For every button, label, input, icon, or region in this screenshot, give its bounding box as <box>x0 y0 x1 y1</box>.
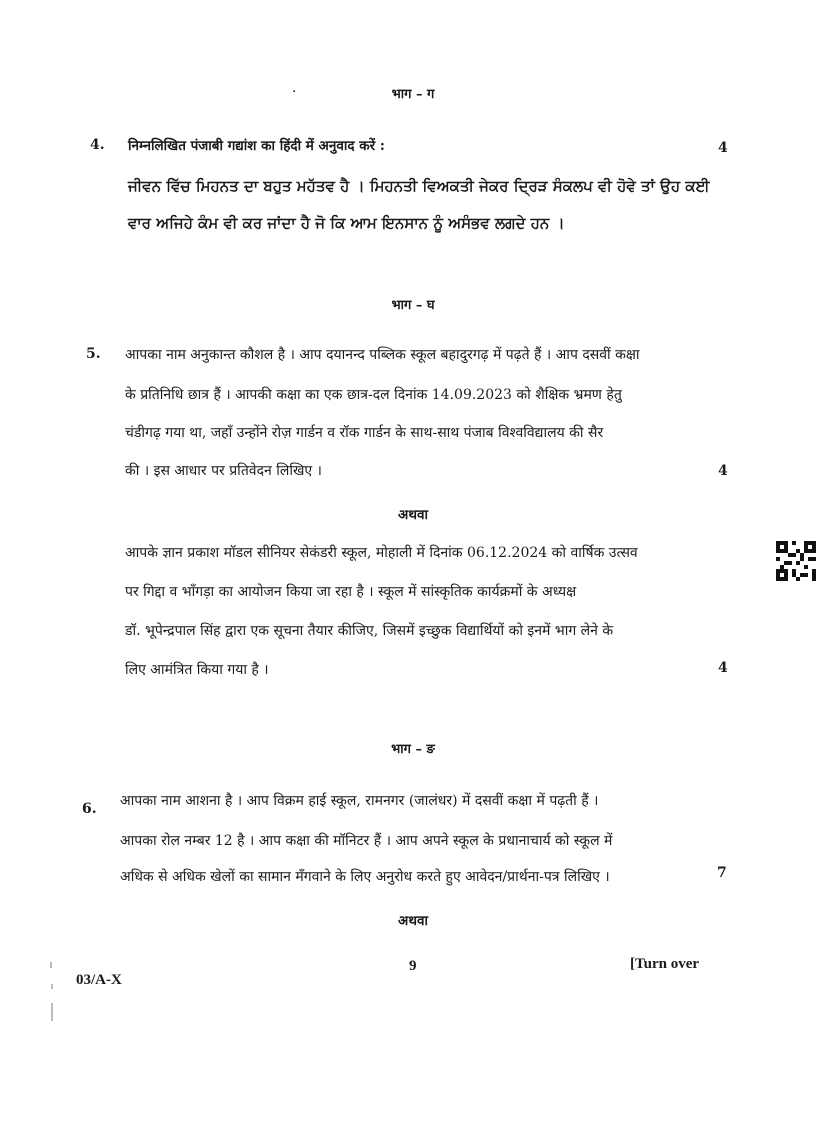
stray-dot: · <box>292 84 297 100</box>
question-5-alt-line: पर गिद्दा व भाँगड़ा का आयोजन किया जा रहा है । स्कूल में सांस्कृतिक कार्यक्रमों के अध्यक्ष <box>125 584 577 600</box>
question-6-or-label: अथवा <box>398 913 428 929</box>
question-5-alt-line: आपके ज्ञान प्रकाश मॉडल सीनियर सेकंडरी स्कूल, मोहाली में दिनांक 06.12.2024 को वार्षिक उत्सव <box>125 545 638 561</box>
question-4-marks: 4 <box>718 140 728 156</box>
scan-edge-mark <box>51 1003 53 1021</box>
question-6-number: 6. <box>82 801 97 817</box>
question-6-line: अधिक से अधिक खेलों का सामान मँगवाने के लिए अनुरोध करते हुए आवेदन/प्रार्थना-पत्र लिखिए । <box>120 869 610 885</box>
page-number: 9 <box>409 958 417 974</box>
question-5-line: आपका नाम अनुकान्त कौशल है । आप दयानन्द पब्लिक स्कूल बहादुरगढ़ में पढ़ते हैं । आप दसवीं कक्षा <box>125 347 640 363</box>
scan-edge-mark <box>50 962 52 968</box>
turn-over-note: [Turn over <box>630 956 700 972</box>
section-title-nga: भाग – ङ <box>391 742 435 757</box>
question-6-marks: 7 <box>717 865 727 881</box>
question-4-passage-line: ਜੀਵਨ ਵਿੱਚ ਮਿਹਨਤ ਦਾ ਬਹੁਤ ਮਹੱਤਵ ਹੈ । ਮਿਹਨਤੀ ਵਿਅਕਤੀ ਜੇਕਰ ਦ੍ਰਿੜ ਸੰਕਲਪ ਵੀ ਹੋਵੇ ਤਾਂ ਉਹ ਕਈ <box>128 177 710 195</box>
question-5-alt-line: लिए आमंत्रित किया गया है । <box>125 662 269 678</box>
paper-code: 03/A-X <box>76 972 122 988</box>
question-5-line: चंडीगढ़ गया था, जहाँ उन्होंने रोज़ गार्डन व रॉक गार्डन के साथ-साथ पंजाब विश्वविद्यालय की सैर <box>125 425 604 441</box>
section-title-gha: भाग – घ <box>391 298 435 313</box>
question-6-line: आपका रोल नम्बर 12 है । आप कक्षा की मॉनिटर हैं । आप अपने स्कूल के प्रधानाचार्य को स्कूल में <box>120 833 613 849</box>
scan-edge-mark <box>51 984 53 989</box>
question-5-alt-line: डॉ. भूपेन्द्रपाल सिंह द्वारा एक सूचना तैयार कीजिए, जिसमें इच्छुक विद्यार्थियों को इनमें भाग लेने के <box>125 623 614 639</box>
question-4-passage-line: ਵਾਰ ਅਜਿਹੇ ਕੰਮ ਵੀ ਕਰ ਜਾਂਦਾ ਹੈ ਜੋ ਕਿ ਆਮ ਇਨਸਾਨ ਨੂੰ ਅਸੰਭਵ ਲਗਦੇ ਹਨ । <box>128 214 565 232</box>
question-5-line: के प्रतिनिधि छात्र हैं । आपकी कक्षा का एक छात्र-दल दिनांक 14.09.2023 को शैक्षिक भ्रमण हेतु <box>125 387 622 403</box>
question-4-instruction: निम्नलिखित पंजाबी गद्यांश का हिंदी में अनुवाद करें : <box>128 138 385 154</box>
question-5-alt-marks: 4 <box>718 660 728 676</box>
question-5-line: की । इस आधार पर प्रतिवेदन लिखिए । <box>125 463 322 479</box>
question-5-number: 5. <box>86 346 101 362</box>
section-title-ga: भाग – ग <box>391 87 435 102</box>
question-5-marks: 4 <box>718 463 728 479</box>
question-6-line: आपका नाम आशना है । आप विक्रम हाई स्कूल, रामनगर (जालंधर) में दसवीं कक्षा में पढ़ती हैं । <box>120 793 599 809</box>
question-4-number: 4. <box>90 137 105 153</box>
qr-code-icon <box>776 541 816 581</box>
question-5-or-label: अथवा <box>398 507 428 523</box>
